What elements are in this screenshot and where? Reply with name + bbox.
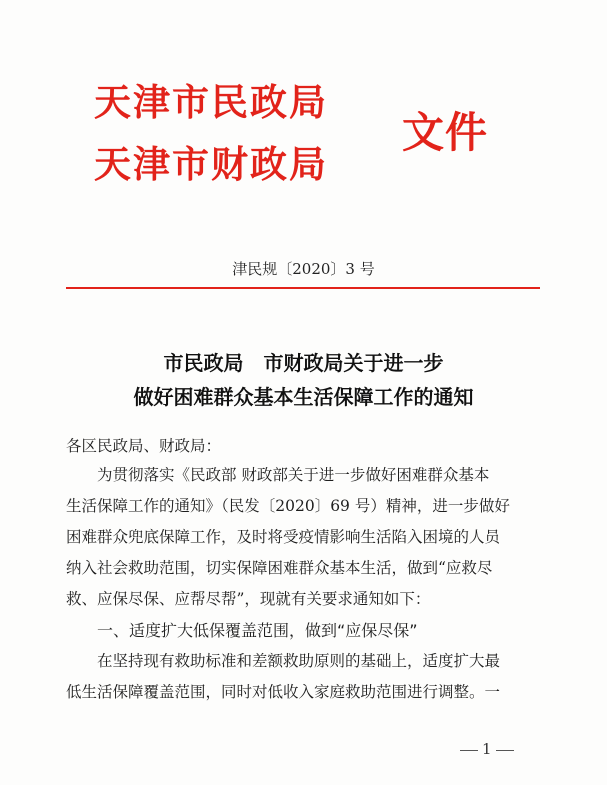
notice-title-line-2: 做好困难群众基本生活保障工作的通知 bbox=[133, 385, 474, 409]
paragraph-1-line: 为贯彻落实《民政部 财政部关于进一步做好困难群众基本 bbox=[97, 466, 490, 484]
paragraph-1-line: 困难群众兜底保障工作，及时将受疫情影响生活陷入困境的人员 bbox=[66, 528, 501, 546]
page-number-value: 1 bbox=[482, 740, 492, 758]
paragraph-1-line: 救、应保尽保、应帮尽帮”，现就有关要求通知如下： bbox=[66, 590, 431, 608]
paragraph-2-line: 低生活保障覆盖范围，同时对低收入家庭救助范围进行调整。一 bbox=[66, 683, 501, 701]
issuer-name-finance: 天津市财政局 bbox=[94, 143, 328, 186]
notice-title-line-1: 市民政局 市财政局关于进一步 bbox=[163, 351, 444, 375]
page-number-dash bbox=[496, 750, 514, 751]
page-number-dash bbox=[460, 750, 478, 751]
document-type-label: 文件 bbox=[402, 108, 489, 157]
addressee-line: 各区民政局、财政局： bbox=[66, 437, 222, 455]
notice-body bbox=[66, 0, 540, 785]
issuer-name-civil-affairs: 天津市民政局 bbox=[94, 81, 328, 124]
page-number bbox=[456, 740, 518, 758]
paragraph-2-line: 在坚持现有救助标准和差额救助原则的基础上，适度扩大最 bbox=[97, 652, 501, 670]
document-number: 津民规〔2020〕3 号 bbox=[232, 260, 375, 278]
section-1-heading: 一、适度扩大低保覆盖范围，做到“应保尽保” bbox=[97, 621, 418, 640]
paragraph-1-line: 纳入社会救助范围，切实保障困难群众基本生活，做到“应救尽 bbox=[66, 559, 493, 577]
paragraph-1-line: 生活保障工作的通知》（民发〔2020〕69 号）精神，进一步做好 bbox=[66, 497, 510, 515]
